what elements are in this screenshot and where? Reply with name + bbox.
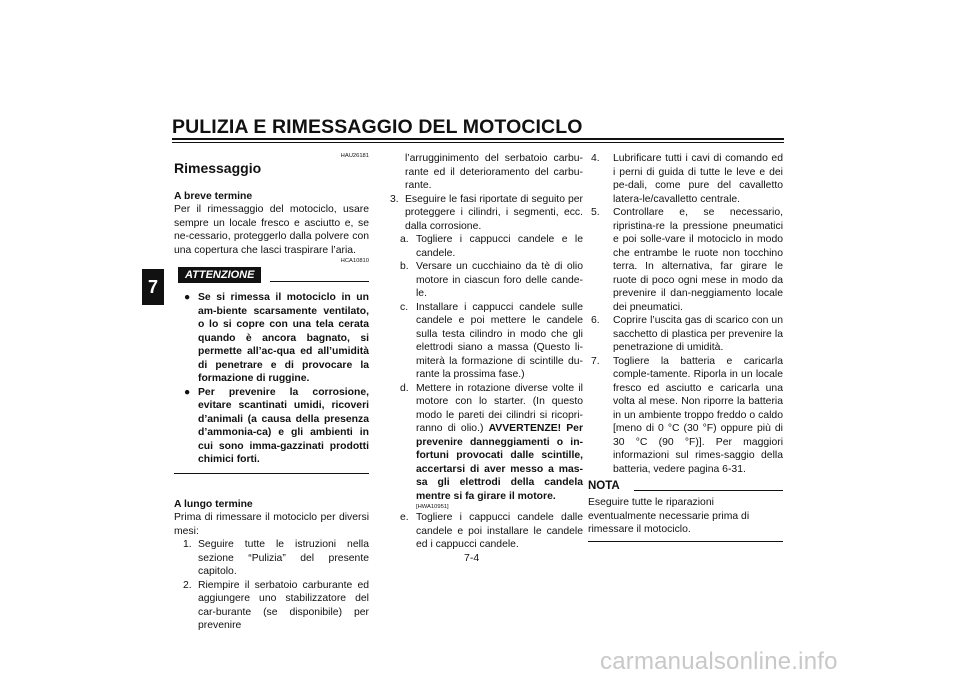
list-item: c. Installare i cappucci candele sulle candele e poi mettere le candele sulla testa cilindro in modo che gli elettrodi siano a massa (Questo li-miterà la formazione di scintille du-rante la prossima fase.) [400, 301, 583, 380]
attention-item: ● Se si rimessa il motociclo in un am-biente scarsamente ventilato, o lo si copre con una tela cerata quando è ancora bagnato, si permette all’ac-qua ed all’umidità di penetrare e di provocare la formazione di ruggine. [184, 292, 369, 384]
note-rule [634, 490, 783, 491]
short-term-text: Per il rimessaggio del motociclo, usare sempre un locale fresco e asciutto e, se ne-cessario, proteggerlo dalla polvere con una copertura che lasci traspirare l’aria. [174, 204, 369, 256]
page-title: PULIZIA E RIMESSAGGIO DEL MOTOCICLO [172, 116, 583, 138]
long-term-intro: Prima di rimessare il motociclo per diversi mesi: [174, 512, 369, 537]
long-term-heading: A lungo termine [174, 498, 253, 510]
attention-rule [270, 281, 369, 282]
list-item: 4. Lubrificare tutti i cavi di comando ed i perni di guida di tutte le leve e dei pe-dali, come pure del cavalletto latera-le/cavalletto centrale. [591, 153, 783, 205]
bullet-icon: ● [184, 292, 191, 303]
warning-text: AVVERTENZE! Per prevenire danneggiamenti o in-fortuni provocati dalle scintille, accertarsi di aver messo a mas-sa gli elettrodi della candela mentre si fa girare il motore. [416, 423, 584, 502]
column-1 [174, 152, 369, 633]
list-item: 5. Controllare e, se necessario, ripristina-re la pressione pneumatici e poi solle-vare il motociclo in modo che entrambe le ruote non tocchino terra. In alternativa, far girare le ruote di poco ogni mese in modo da prevenire il dan-neggiamento locale dei pneumatici. [591, 207, 783, 313]
note-text: Eseguire tutte le riparazioni eventualmente necessarie prima di rimessare il motociclo. [588, 497, 750, 535]
bullet-icon: ● [184, 386, 191, 398]
title-rule-thin [172, 142, 784, 143]
short-term-heading: A breve termine [174, 190, 253, 202]
list-item: d. Mettere in rotazione diverse volte il motore con lo starter. (In questo modo le pareti dei cilindri si ricopri-ranno di olio.) AVVERTENZE! Per prevenire danneggiamenti o in-fortuni provocati dalle scintille, accertarsi di aver messo a mas-sa gli elettrodi della candela mentre si fa girare il motore. [HWA10951] [400, 382, 584, 510]
list-item: 1. Seguire tutte le istruzioni nella sezione “Pulizia” del presente capitolo. [183, 539, 369, 577]
title-rule [172, 138, 784, 140]
list-item: b. Versare un cucchiaino da tè di olio motore in ciascun foro delle cande-le. [400, 261, 583, 299]
watermark: carmanualsonline.info [600, 648, 838, 675]
list-item: a. Togliere i cappucci candele e le candele. [400, 234, 583, 259]
list-item: e. Togliere i cappucci candele dalle candele e poi installare le candele ed i cappucci candele. [400, 512, 583, 550]
list-item: 3. Eseguire le fasi riportate di seguito per proteggere i cilindri, i segmenti, ecc. dalla corrosione. [390, 193, 583, 232]
list-item: 7. Togliere la batteria e caricarla comple-tamente. Riporla in un locale fresco ed asciutto e caricarla una volta al mese. Non riporre la batteria in un ambiente troppo freddo o caldo [meno di 0 °C (30 °F) oppure più di 30 °C (90 °F)]. Per maggiori informazioni sul rimes-saggio della batteria, vedere pagina 6-31. [591, 355, 783, 475]
attention-header [174, 267, 369, 285]
column-2 [388, 152, 583, 552]
section-code: HAU26181 [340, 153, 369, 159]
note-label: NOTA [588, 480, 620, 492]
column-3 [588, 152, 783, 542]
list-item: 2. Riempire il serbatoio carburante ed aggiungere uno stabilizzatore del car-burante (se disponibile) per prevenire [183, 579, 369, 631]
note-header [588, 480, 783, 496]
step-2-continuation: l’arrugginimento del serbatoio carbu-rante ed il deterioramento del carbu-rante. [405, 153, 583, 191]
steps-list [174, 538, 369, 633]
attention-list [184, 291, 369, 467]
attention-label: ATTENZIONE [178, 267, 261, 283]
substeps-list [388, 233, 583, 552]
page-number: 7-4 [464, 552, 480, 564]
steps-list [588, 152, 783, 476]
list-item: 6. Coprire l’uscita gas di scarico con un sacchetto di plastica per prevenire la penetrazione di umidità. [591, 315, 783, 353]
attention-code: HCA10810 [340, 258, 369, 264]
steps-list [388, 193, 583, 234]
attention-item: ● Per prevenire la corrosione, evitare scantinati umidi, ricoveri d’animali (a causa della presenza d’ammonia-ca) e gli ambienti in cui sono imma-gazzinati prodotti chimici forti. [184, 386, 369, 465]
chapter-tab: 7 [142, 269, 164, 305]
section-title: Rimessaggio [174, 160, 262, 176]
note-end-rule [588, 541, 783, 542]
warning-code: [HWA10951] [416, 504, 449, 510]
